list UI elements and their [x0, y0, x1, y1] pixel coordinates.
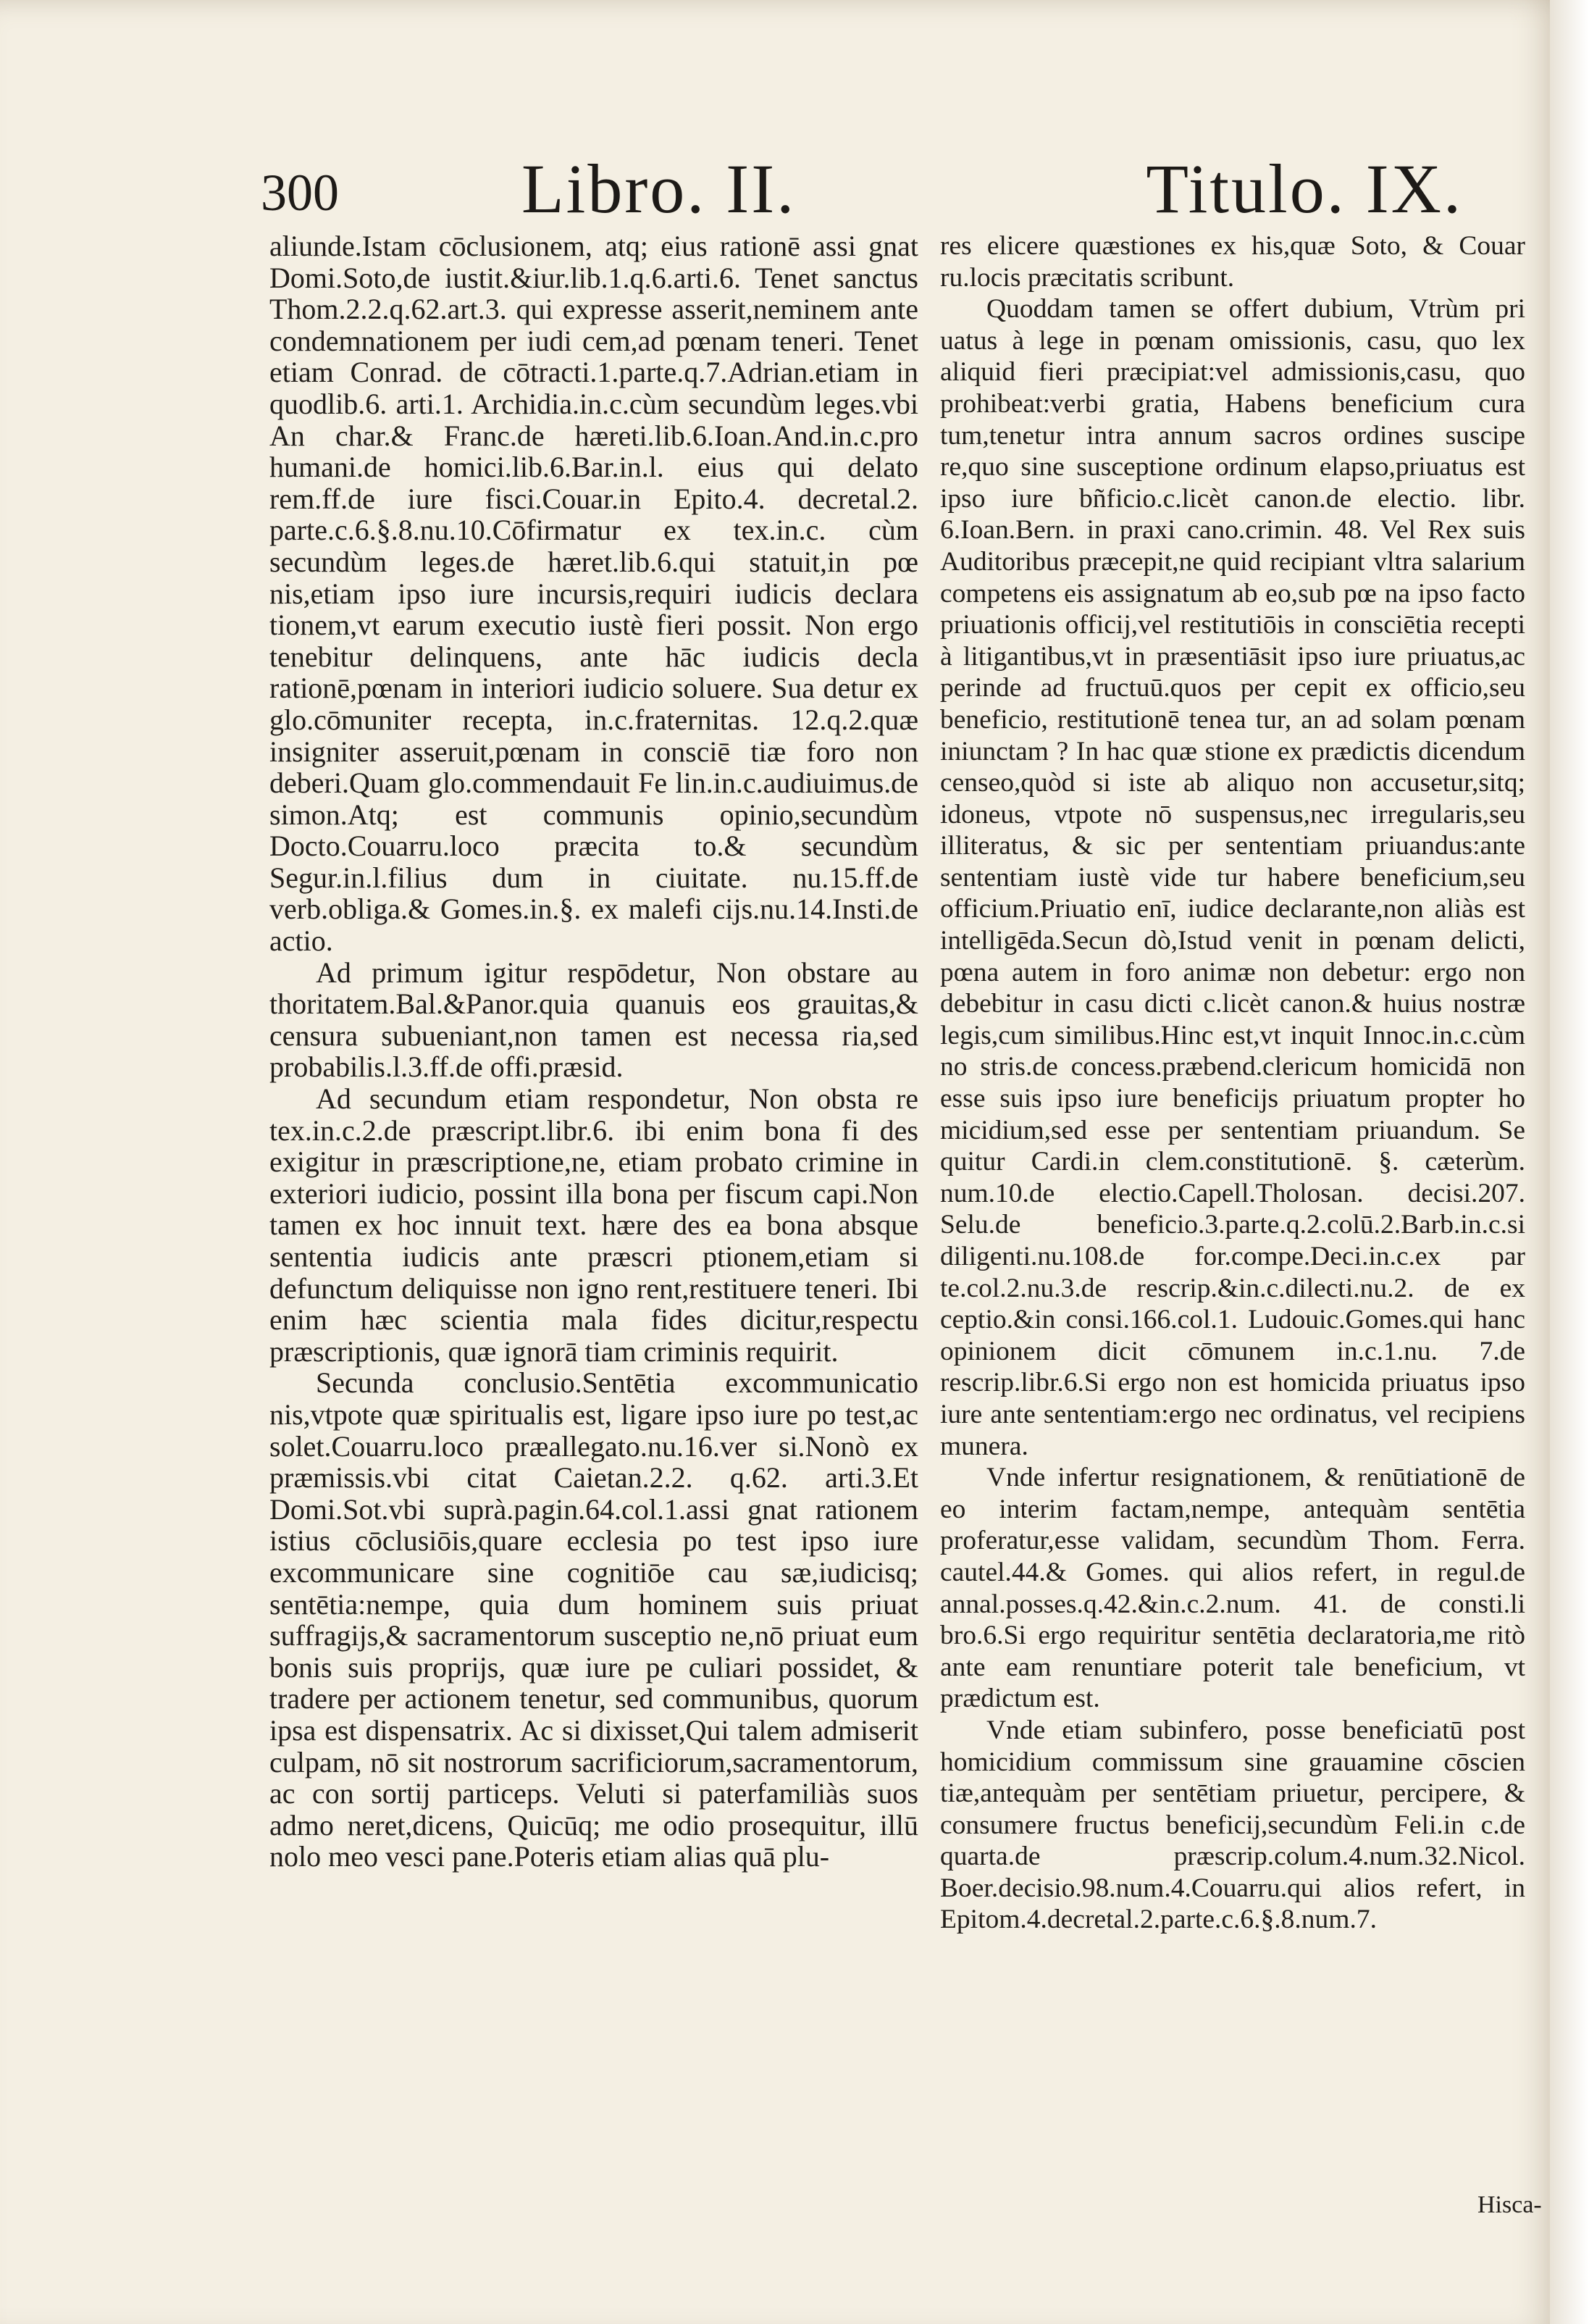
- paragraph: Ad primum igitur respōdetur, Non obstare au thoritatem.Bal.&Panor.quia quanuis eos grauitas,& censura subueniant,non tamen est necessa ria,sed probabilis.l.3.ff.de offi.præsid.: [269, 956, 918, 1084]
- left-text-column: [269, 230, 918, 2295]
- paragraph: Secunda conclusio.Sentētia excommunicatio nis,vtpote quæ spiritualis est, ligare ipso iure po test,ac solet.Couarru.loco præallegato.nu.16.ver si.Nonò ex præmissis.vbi citat Caietan.2.2. q.62. arti.3.Et Domi.Sot.vbi suprà.pagin.64.col.1.assi gnat rationem istius cōclusiōis,quare ecclesia po test ipso iure excommunicare sine cognitiōe cau sæ,iudicisq; sentētia:nempe, quia dum hominem suis priuat suffragijs,& sacramentorum susceptio ne,nō priuat eum bonis suis proprijs, quæ iure pe culiari possidet, & tradere per actionem tenetur, sed communibus, quorum ipsa est dispensatrix. Ac si dixisset,Qui talem admiserit culpam, nō sit nostrorum sacrificiorum,sacramentorum, ac con sortij particeps. Veluti si paterfamiliàs suos admo neret,dicens, Quicūq; me odio prosequitur, illū nolo meo vesci pane.Poteris etiam alias quā plu-: [269, 1366, 918, 1873]
- page-edge: [1550, 0, 1589, 2324]
- paragraph: Vnde infertur resignationem, & renūtiationē de eo interim factam,nempe, antequàm sentētia proferatur,esse validam, secundùm Thom. Ferra. cautel.44.& Gomes. qui alios refert, in regul.de annal.posses.q.42.&in.c.2.num. 41. de consti.li bro.6.Si ergo requiritur sentētia declaratoria,me ritò ante eam renuntiare poterit tale beneficium, vt prædictum est.: [940, 1463, 1525, 1714]
- paragraph: Vnde etiam subinfero, posse beneficiatū post homicidium commissum sine grauamine cōscien tiæ,antequàm per sentētiam priuetur, percipere, & consumere fructus beneficij,secundùm Feli.in c.de quarta.de præscrip.colum.4.num.32.Nicol. Boer.decisio.98.num.4.Couarru.qui alios refert, in Epitom.4.decretal.2.parte.c.6.§.8.num.7.: [940, 1715, 1525, 1935]
- running-head-title: Titulo. IX.: [1146, 150, 1463, 227]
- paragraph: Quoddam tamen se offert dubium, Vtrùm pri uatus à lege in pœnam omissionis, casu, quo lex aliquid fieri præcipiat:vel admissionis,casu, quo prohibeat:verbi gratia, Habens beneficium cura tum,tenetur intra annum sacros ordines suscipe re,quo sine susceptione ordinum elapso,priuatus est ipso iure bñficio.c.licèt canon.de electio. libr. 6.Ioan.Bern. in praxi cano.crimin. 48. Vel Rex suis Auditoribus præcepit,ne quid recipiant vltra salarium competens eis assignatum ab eo,sub pœ na ipso facto priuationis officij,vel restitutiōis in consciētia recepti à litigantibus,vt in præsentiāsit ipso iure priuatus,ac perinde ad fructuū.quos per cepit ex officio,seu beneficio, restitutionē tenea tur, an ad solam pœnam iniunctam ? In hac quæ stione ex prædictis dicendum censeo,quòd si iste ab aliquo non accusetur,sitq; idoneus, vtpote nō suspensus,nec irregularis,seu illiteratus, & sic per sententiam priuandus:ante sententiam iustè vide tur habere beneficium,seu officium.Priuatio enī, iudice declarante,non aliàs est intelligēda.Secun dò,Istud venit in pœnam delicti, pœna autem in foro animæ non debetur: ergo non debebitur in casu dicti c.licèt canon.& huius nostræ legis,cum similibus.Hinc est,vt inquit Innoc.in.c.cùm no stris.de concess.præbend.clericum homicidā non esse suis ipso iure beneficijs priuatum propter ho micidium,sed esse per sententiam priuandum. Se quitur Cardi.in clem.constitutionē. §. cæterùm. num.10.de electio.Capell.Tholosan. decisi.207. Selu.de beneficio.3.parte.q.2.colū.2.Barb.in.c.si diligenti.nu.108.de for.compe.Deci.in.c.ex par te.col.2.nu.3.de rescrip.&in.c.dilecti.nu.2. de ex ceptio.&in consi.166.col.1. Ludouic.Gomes.qui hanc opinionem dicit cōmunem in.c.1.nu. 7.de rescrip.libr.6.Si ergo non est homicida priuatus ipso iure ante sententiam:ergo nec ordinatus, vel recipiens munera.: [940, 294, 1525, 1461]
- right-text-column: [940, 230, 1525, 2186]
- running-head-book: Libro. II.: [521, 150, 797, 227]
- page-header: [261, 149, 1463, 235]
- page-number: 300: [261, 164, 339, 222]
- paragraph: aliunde.Istam cōclusionem, atq; eius rationē assi gnat Domi.Soto,de iustit.&iur.lib.1.q.6.arti.6. Tenet sanctus Thom.2.2.q.62.art.3. qui expresse asserit,neminem ante condemnationem per iudi cem,ad pœnam teneri. Tenet etiam Conrad. de cōtracti.1.parte.q.7.Adrian.etiam in quodlib.6. arti.1. Archidia.in.c.cùm secundùm leges.vbi An char.& Franc.de hæreti.lib.6.Ioan.And.in.c.pro humani.de homici.lib.6.Bar.in.l. eius qui delato rem.ff.de iure fisci.Couar.in Epito.4. decretal.2. parte.c.6.§.8.nu.10.Cōfirmatur ex tex.in.c. cùm secundùm leges.de hæret.lib.6.qui statuit,in pœ nis,etiam ipso iure incursis,requiri iudicis declara tionem,vt earum executio iustè fieri possit. Non ergo tenebitur delinquens, ante hāc iudicis decla rationē,pœnam in interiori iudicio soluere. Sua detur ex glo.cōmuniter recepta, in.c.fraternitas. 12.q.2.quæ insigniter asseruit,pœnam in consciē tiæ foro non deberi.Quam glo.commendauit Fe lin.in.c.audiuimus.de simon.Atq; est communis opinio,secundùm Docto.Couarru.loco præcita to.& secundùm Segur.in.l.filius dum in ciuitate. nu.15.ff.de verb.obliga.& Gomes.in.§. ex malefi cijs.nu.14.Insti.de actio.: [269, 230, 918, 958]
- paragraph: res elicere quæstiones ex his,quæ Soto, & Couar ru.locis præcitatis scribunt.: [940, 231, 1525, 293]
- paragraph: Ad secundum etiam respondetur, Non obsta re tex.in.c.2.de præscript.libr.6. ibi enim bona fi des exigitur in præscriptione,ne, etiam probato crimine in exteriori iudicio, possint illa bona per fiscum capi.Non tamen ex hoc innuit text. hære des ea bona absque sententia iudicis ante præscri ptionem,etiam si defunctum deliquisse non igno rent,restituere teneri. Ibi enim hæc scientia mala fides dicitur,respectu præscriptionis, quæ ignorā tiam criminis requirit.: [269, 1082, 918, 1368]
- catchword: Hisca-: [1477, 2191, 1542, 2218]
